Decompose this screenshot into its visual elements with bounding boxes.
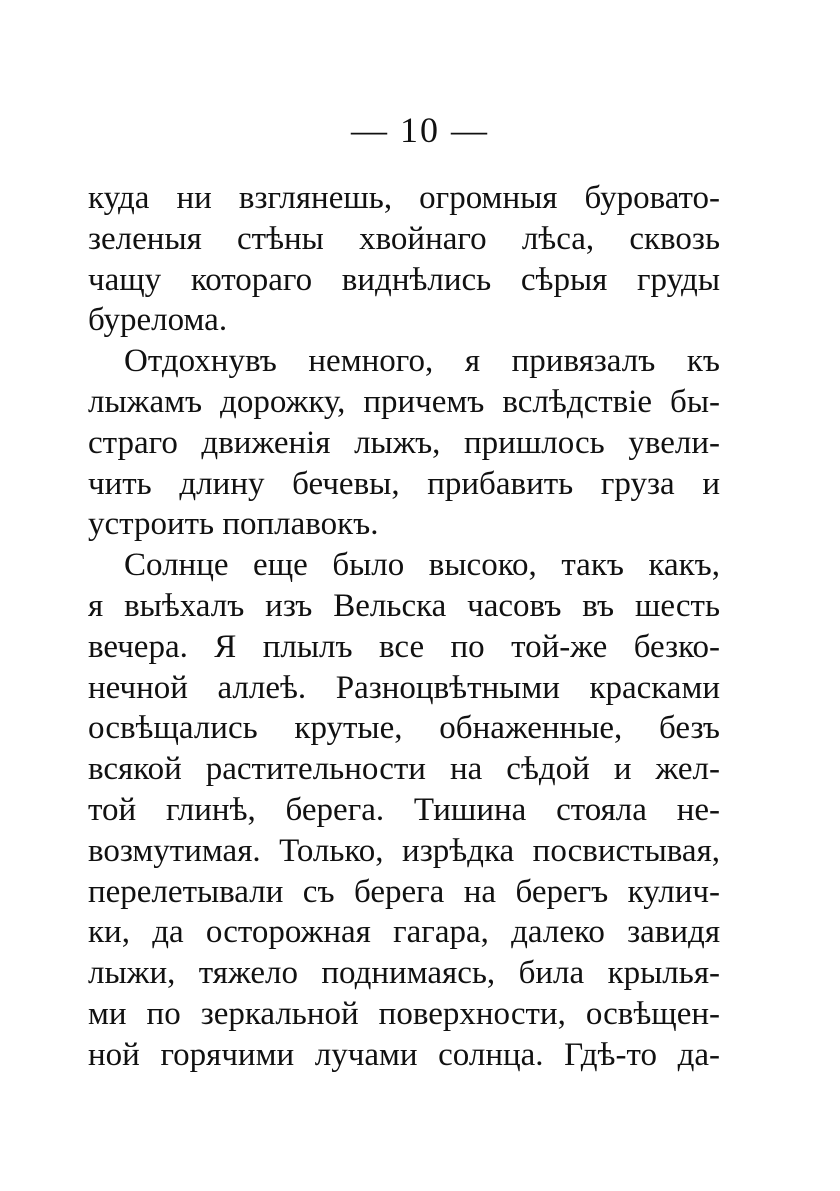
text-line: вечера. Я плылъ все по той-же безко-: [88, 628, 720, 665]
text-line: перелетывали съ берега на берегъ кулич-: [88, 873, 720, 910]
text-line: ной горячими лучами солнца. Гдѣ-то да-: [88, 1036, 720, 1073]
text-line: чить длину бечевы, прибавить груза и: [88, 465, 720, 502]
text-line: бурелома.: [88, 302, 228, 339]
text-line: ки, да осторожная гагара, далеко завидя: [88, 914, 720, 951]
page-number: — 10 —: [351, 110, 489, 150]
text-line: устроить поплавокъ.: [88, 506, 379, 543]
text-line: я выѣхалъ изъ Вельска часовъ въ шесть: [88, 587, 720, 624]
text-line: страго движенія лыжъ, пришлось увели-: [88, 424, 720, 461]
text-line: ми по зеркальной поверхности, освѣщен-: [88, 995, 720, 1032]
text-line: куда ни взглянешь, огромныя буровато-: [88, 180, 720, 216]
paragraph-first-line: Отдохнувъ немного, я привязалъ къ: [124, 343, 720, 380]
text-line: нечной аллеѣ. Разноцвѣтными красками: [88, 669, 720, 706]
text-line: освѣщались крутые, обнаженные, безъ: [88, 710, 720, 747]
text-line: лыжамъ дорожку, причемъ вслѣдствіе бы-: [88, 383, 720, 420]
text-line: зеленыя стѣны хвойнаго лѣса, сквозь: [88, 220, 720, 257]
text-line: всякой растительности на сѣдой и жел-: [88, 751, 720, 788]
text-line: лыжи, тяжело поднимаясь, била крылья-: [88, 955, 720, 992]
text-line: той глинѣ, берега. Тишина стояла не-: [88, 791, 720, 828]
paragraph-first-line: Солнце еще было высоко, такъ какъ,: [124, 547, 720, 584]
text-line: чащу котораго виднѣлись сѣрыя груды: [88, 261, 720, 298]
text-line: возмутимая. Только, изрѣдка посвистывая,: [88, 832, 720, 869]
body-text: [88, 178, 720, 1076]
